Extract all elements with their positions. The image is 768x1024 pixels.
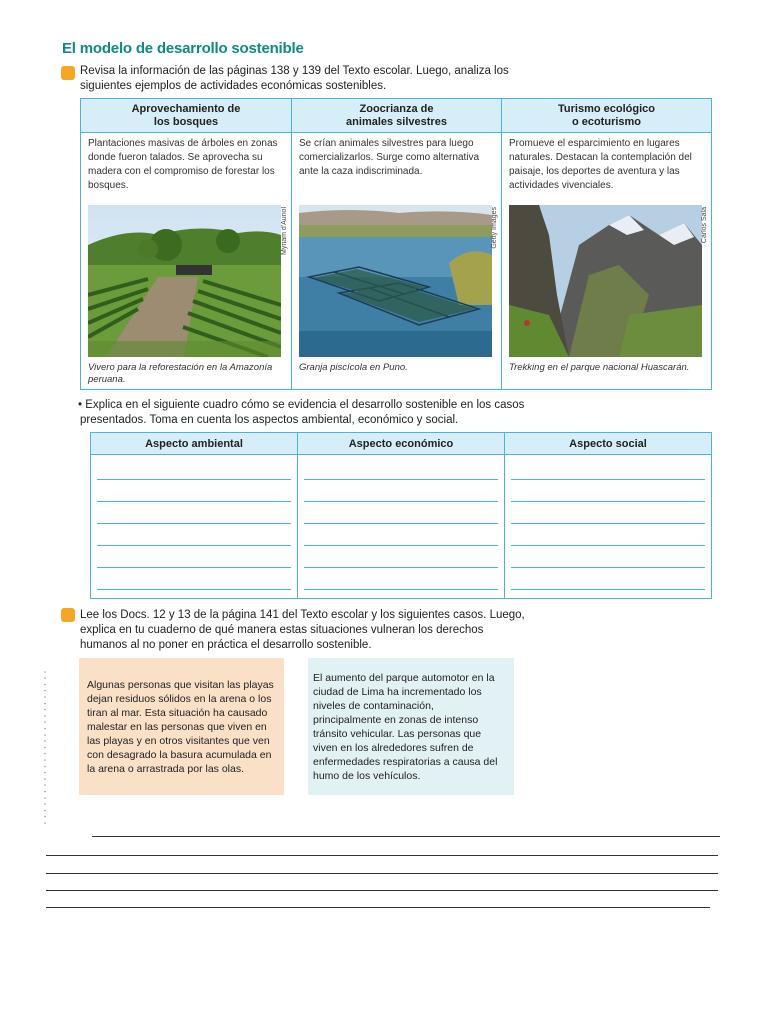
forest-nursery-photo [88, 205, 281, 357]
answer-line[interactable] [46, 855, 718, 856]
writing-lines[interactable] [511, 455, 705, 598]
case-box-beaches [79, 658, 284, 795]
column-header: Turismo ecológico o ecoturismo [502, 99, 711, 133]
examples-column-wildlife [292, 99, 502, 389]
photo-caption: Granja piscícola en Puno. [299, 362, 408, 373]
photo-credit: Getty Images [491, 207, 498, 249]
photo-caption: Trekking en el parque nacional Huascarán. [509, 362, 690, 373]
answer-line[interactable] [46, 873, 718, 874]
column-text: Plantaciones masivas de árboles en zonas donde fueron talados. Se aprovecha su madera con el compromiso de forestar los bosques. [88, 138, 278, 191]
column-header: Aspecto económico [298, 433, 504, 455]
examples-column-forests [81, 99, 292, 389]
column-text: Se crían animales silvestres para luego comercializarlos. Surge como alternativa ante la caza indiscriminada. [299, 138, 480, 177]
activity-marker-icon [61, 608, 75, 622]
activity1-instruction: Revisa la información de las páginas 138 y 139 del Texto escolar. Luego, analiza los siguientes ejemplos de actividades económicas sostenibles. [80, 65, 509, 92]
photo-credit: Myriam d'Auriol [281, 207, 288, 256]
aspect-column-economic [298, 433, 505, 598]
aspect-column-environmental [91, 433, 298, 598]
answer-line[interactable] [46, 890, 718, 891]
column-header: Aprovechamiento de los bosques [81, 99, 291, 133]
examples-column-ecotourism [502, 99, 711, 389]
examples-table [80, 98, 712, 390]
answer-line[interactable] [92, 836, 720, 837]
mountain-trekking-photo [509, 205, 702, 357]
aspect-column-social [505, 433, 711, 598]
column-header: Aspecto ambiental [91, 433, 297, 455]
photo-credit: Carlos Sala [701, 207, 708, 244]
column-header: Aspecto social [505, 433, 711, 455]
side-margin-mark: ▪▪▪▪▪▪▪▪▪▪▪▪▪▪▪▪▪▪▪▪▪▪▪▪▪ [42, 668, 48, 826]
column-text: Promueve el esparcimiento en lugares naturales. Destacan la contemplación del paisaje, los deportes de aventura y las actividades vivenciales. [509, 138, 692, 191]
activity-marker-icon [61, 66, 75, 80]
fish-farm-photo [299, 205, 492, 357]
writing-lines[interactable] [304, 455, 498, 598]
activity1b-instruction: • Explica en el siguiente cuadro cómo se evidencia el desarrollo sostenible en los casos presentados. Toma en cuenta los aspectos ambiental, económico y social. [78, 399, 525, 426]
activity2-instruction: Lee los Docs. 12 y 13 de la página 141 del Texto escolar y los siguientes casos. Luego, explica en tu cuaderno de qué manera estas situaciones vulneran los derechos humanos al no poner en práctica el desarrollo sostenible. [80, 609, 525, 651]
photo-caption: Vivero para la reforestación en la Amazonía peruana. [88, 362, 273, 385]
answer-line[interactable] [46, 907, 710, 908]
case-box-traffic [308, 658, 514, 795]
page-title: El modelo de desarrollo sostenible [62, 40, 304, 57]
aspects-table [90, 432, 712, 599]
column-header: Zoocrianza de animales silvestres [292, 99, 501, 133]
case-text: Algunas personas que visitan las playas dejan residuos sólidos en la arena o los tiran al mar. Esta situación ha causado malestar en las personas que viven en las playas y en otros visitantes que ven con desagrado la basura acumulada en la arena o arrastrada por las olas. [87, 679, 274, 775]
case-text: El aumento del parque automotor en la ciudad de Lima ha incrementado los niveles de contaminación, principalmente en zonas de intenso tránsito vehicular. Las personas que viven en los alrededores sufren de enfermedades respiratorias a causa del humo de los vehículos. [313, 672, 498, 782]
writing-lines[interactable] [97, 455, 291, 598]
